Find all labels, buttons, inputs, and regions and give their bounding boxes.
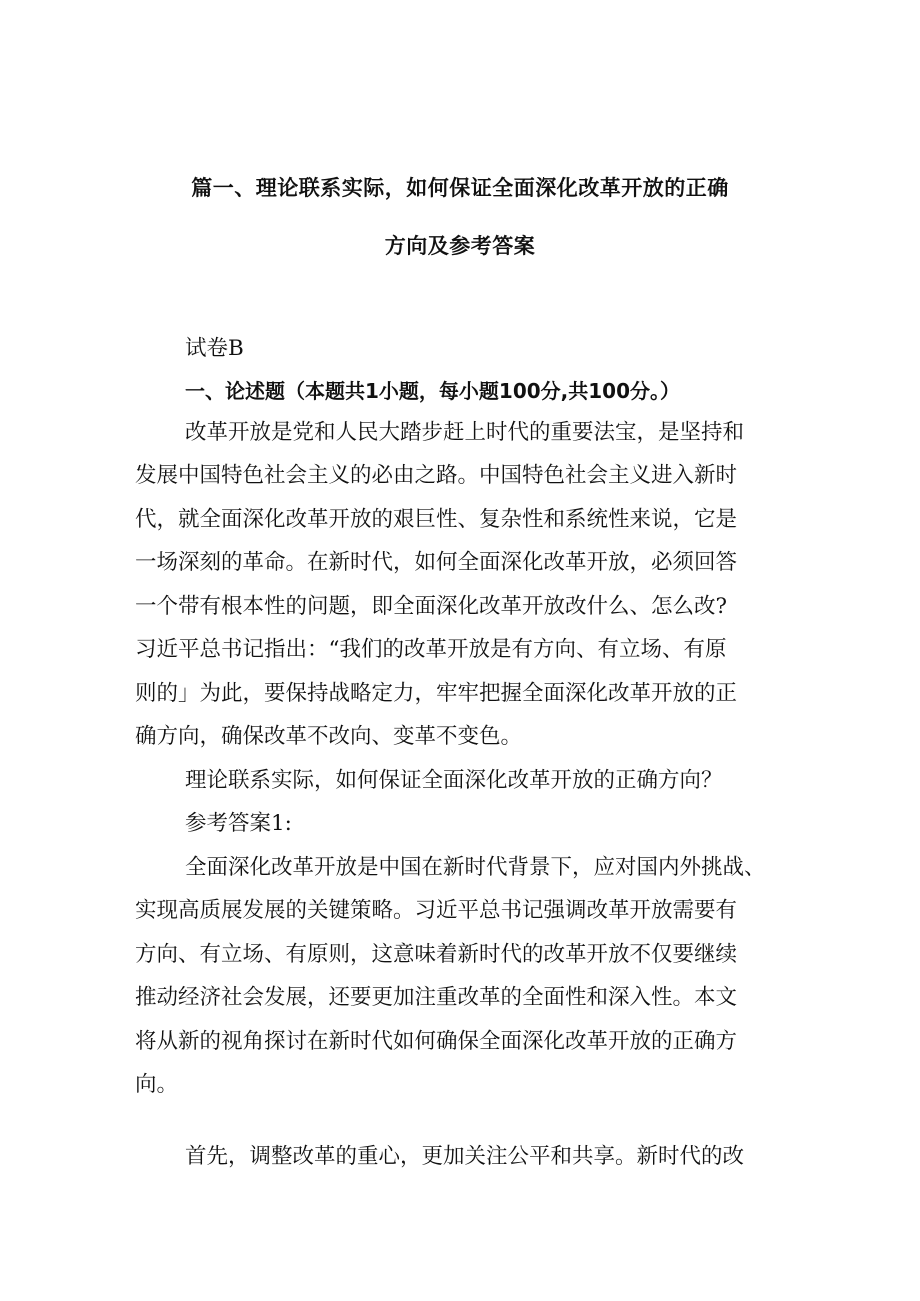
section-heading: 一、论述题（本题共1小题，每小题100分,共100分。）	[185, 379, 681, 403]
answer-line: 推动经济社会发展，还要更加注重改革的全面性和深入性。本文	[135, 985, 738, 1010]
answer-line: 实现高质展发展的关键策略。习近平总书记强调改革开放需要有	[135, 898, 738, 923]
question-line: 发展中国特色社会主义的必由之路。中国特色社会主义进入新时	[135, 463, 738, 488]
paper-label-text: 试卷B	[185, 336, 244, 361]
paper-label	[185, 334, 244, 364]
question-line: 代，就全面深化改革开放的艰巨性、复杂性和系统性来说，它是	[135, 507, 738, 532]
answer-line: 全面深化改革开放是中国在新时代背景下，应对国内外挑战、	[185, 855, 766, 880]
document-title-line-1: 篇一、理论联系实际，如何保证全面深化改革开放的正确	[191, 176, 729, 200]
question-line: 一场深刻的革命。在新时代，如何全面深化改革开放，必须回答	[135, 550, 738, 575]
question-line: 确方向，确保改革不改向、变革不变色。	[135, 724, 523, 749]
question-line: 习近平总书记指出：“我们的改革开放是有方向、有立场、有原	[135, 637, 727, 662]
question-line: 一个带有根本性的问题，即全面深化改革开放改什么、怎么改?	[135, 594, 728, 619]
question-line: 则的」为此，要保持战略定力，牢牢把握全面深化改革开放的正	[135, 681, 738, 706]
next-paragraph-line: 首先，调整改革的重心，更加关注公平和共享。新时代的改	[185, 1144, 745, 1169]
question-prompt: 理论联系实际，如何保证全面深化改革开放的正确方向？	[185, 768, 723, 793]
question-line: 改革开放是党和人民大踏步赶上时代的重要法宝，是坚持和	[185, 420, 745, 445]
document-title-line-2: 方向及参考答案	[384, 234, 536, 258]
answer-line: 向。	[135, 1072, 179, 1097]
answer-line: 方向、有立场、有原则，这意味着新时代的改革开放不仅要继续	[135, 942, 738, 967]
answer-line: 将从新的视角探讨在新时代如何确保全面深化改革开放的正确方	[135, 1029, 738, 1054]
answer-label: 参考答案1:	[185, 811, 292, 836]
